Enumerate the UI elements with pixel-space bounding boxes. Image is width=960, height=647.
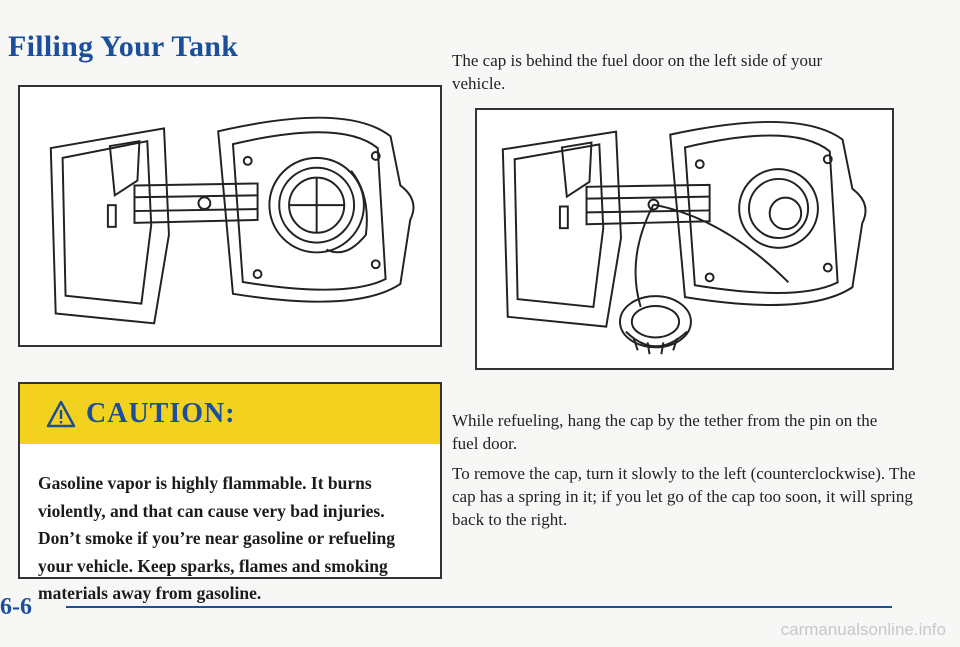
caution-title: CAUTION: (86, 398, 236, 429)
refuel-paragraph: While refueling, hang the cap by the tether from the pin on the fuel door. (452, 411, 878, 453)
page-number: 6-6 (0, 594, 32, 620)
fuel-door-drawing (20, 87, 440, 345)
caution-box (18, 382, 442, 603)
intro-paragraph: The cap is behind the fuel door on the left side of your vehicle. (452, 51, 823, 93)
warning-triangle-icon (46, 399, 76, 429)
caution-text: Gasoline vapor is highly flammable. It burns violently, and that can cause very bad injuries. Don’t smoke if you’re near gasoline or refueling your vehicle. Keep sparks, flames and smoking materials away from gasoline. (38, 473, 395, 603)
fuel-door-illustration-cap-hanging (475, 108, 894, 370)
remove-cap-paragraph: To remove the cap, turn it slowly to the left (counterclockwise). The cap has a spring in it; if you let go of the cap too soon, it will spring back to the right. (452, 464, 916, 529)
fuel-door-illustration-cap-installed (18, 85, 442, 347)
watermark: carmanualsonline.info (780, 620, 946, 639)
footer-rule (66, 606, 892, 608)
page-title: Filling Your Tank (8, 30, 239, 63)
fuel-door-drawing-tether (477, 110, 892, 368)
caution-header (20, 384, 440, 444)
